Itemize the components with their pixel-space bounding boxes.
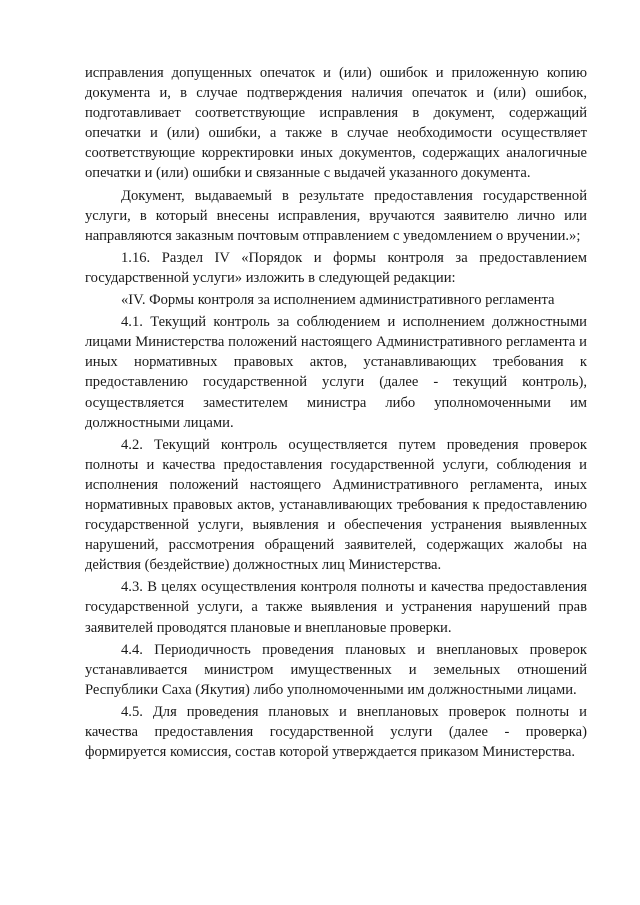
paragraph-4-4: 4.4. Периодичность проведения плановых и внеплановых проверок устанавливается министром имущественных и земельных отношений Республики Саха (Якутия) либо уполномоченными им должностными лицами.: [85, 641, 587, 698]
paragraph-corrected-document: Документ, выдаваемый в результате предоставления государственной услуги, в который внесены исправления, вручаются заявителю лично или направляются заказным почтовым отправлением с уведомлением о вручении.»;: [85, 187, 587, 244]
document-body: [85, 63, 587, 764]
paragraph-4-1: 4.1. Текущий контроль за соблюдением и исполнением должностными лицами Министерства положений настоящего Административного регламента и иных нормативных правовых актов, устанавливающих требования к предоставлению государственной услуги (далее - текущий контроль), осуществляется заместителем министра либо уполномоченными им должностными лицами.: [85, 314, 587, 431]
section-heading-iv: «IV. Формы контроля за исполнением административного регламента: [121, 292, 555, 309]
paragraph-4-5: 4.5. Для проведения плановых и внеплановых проверок полноты и качества предоставления государственной услуги (далее - проверка) формируется комиссия, состав которой утверждается приказом Министерства.: [85, 703, 587, 761]
paragraph-1-16: 1.16. Раздел IV «Порядок и формы контроля за предоставлением государственной услуги» изложить в следующей редакции:: [85, 249, 587, 286]
paragraph-4-3: 4.3. В целях осуществления контроля полноты и качества предоставления государственной услуги, а также выявления и устранения нарушений прав заявителей проводятся плановые и внеплановые проверки.: [85, 579, 587, 636]
paragraph-continuation: исправления допущенных опечаток и (или) ошибок и приложенную копию документа и, в случае подтверждения наличия опечаток и (или) ошибок, подготавливает соответствующие исправления в документ, содержащий опечатки и (или) ошибки, а также в случае необходимости осуществляет соответствующие корректировки иных документов, содержащих аналогичные опечатки и (или) ошибки и связанные с выдачей указанного документа.: [85, 65, 587, 182]
paragraph-4-2: 4.2. Текущий контроль осуществляется путем проведения проверок полноты и качества предоставления государственной услуги, соблюдения и исполнения положений настоящего Административного регламента, иных нормативных правовых актов, устанавливающих требования к предоставлению государственной услуги, выявления и обеспечения устранения выявленных нарушений, рассмотрения обращений заявителей, содержащих жалобы на действия (бездействие) должностных лиц Министерства.: [85, 436, 587, 574]
